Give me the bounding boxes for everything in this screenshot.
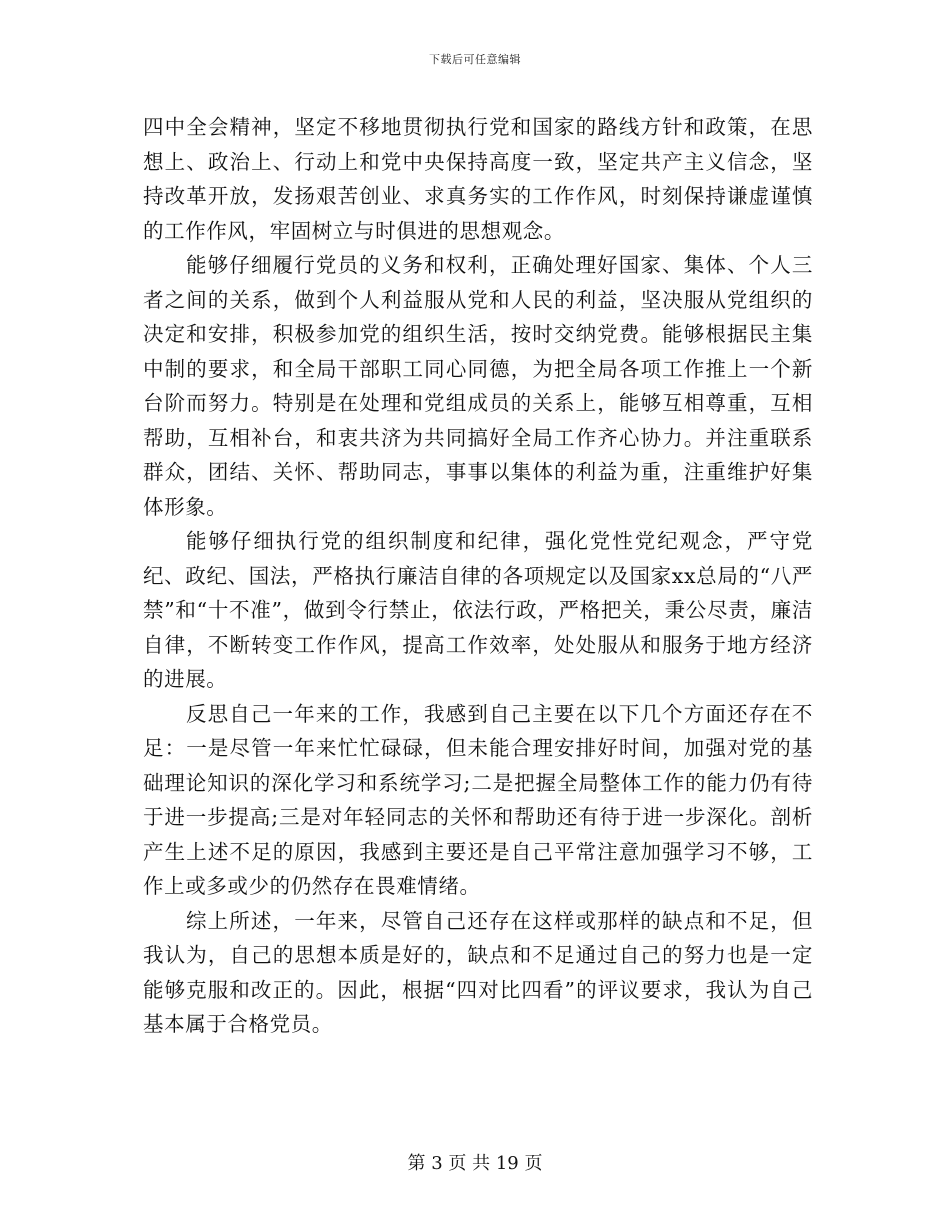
paragraph-reflection: 反思自己一年来的工作，我感到自己主要在以下几个方面还存在不足：一是尽管一年来忙忙碌碌，但未能合理安排好时间，加强对党的基础理论知识的深化学习和系统学习;二是把握全局整体工作的能力仍有待于进一步提高;三是对年轻同志的关怀和帮助还有待于进一步深化。剖析产生上述不足的原因，我感到主要还是自己平常注意加强学习不够，工作上或多或少的仍然存在畏难情绪。 <box>143 701 813 898</box>
document-body <box>143 110 813 1042</box>
paragraph-discipline: 能够仔细执行党的组织制度和纪律，强化党性党纪观念，严守党纪、政纪、国法，严格执行廉洁自律的各项规定以及国家xx总局的“八严禁”和“十不准”，做到令行禁止，依法行政，严格把关，秉公尽责，廉洁自律，不断转变工作作风，提高工作效率，处处服从和服务于地方经济的进展。 <box>143 529 813 691</box>
page-number-footer: 第 3 页 共 19 页 <box>407 1153 543 1174</box>
page-header-note: 下载后可任意编辑 <box>429 53 521 66</box>
paragraph-conclusion: 综上所述，一年来，尽管自己还存在这样或那样的缺点和不足，但我认为，自己的思想本质是好的，缺点和不足通过自己的努力也是一定能够克服和改正的。因此，根据“四对比四看”的评议要求，我认为自己基本属于合格党员。 <box>143 908 813 1036</box>
paragraph-duties-rights: 能够仔细履行党员的义务和权利，正确处理好国家、集体、个人三者之间的关系，做到个人利益服从党和人民的利益，坚决服从党组织的决定和安排，积极参加党的组织生活，按时交纳党费。能够根据民主集中制的要求，和全局干部职工同心同德，为把全局各项工作推上一个新台阶而努力。特别是在处理和党组成员的关系上，能够互相尊重，互相帮助，互相补台，和衷共济为共同搞好全局工作齐心协力。并注重联系群众，团结、关怀、帮助同志，事事以集体的利益为重，注重维护好集体形象。 <box>143 253 813 519</box>
paragraph-continuation: 四中全会精神，坚定不移地贯彻执行党和国家的路线方针和政策，在思想上、政治上、行动上和党中央保持高度一致，坚定共产主义信念，坚持改革开放，发扬艰苦创业、求真务实的工作作风，时刻保持谦虚谨慎的工作作风，牢固树立与时俱进的思想观念。 <box>143 115 813 243</box>
